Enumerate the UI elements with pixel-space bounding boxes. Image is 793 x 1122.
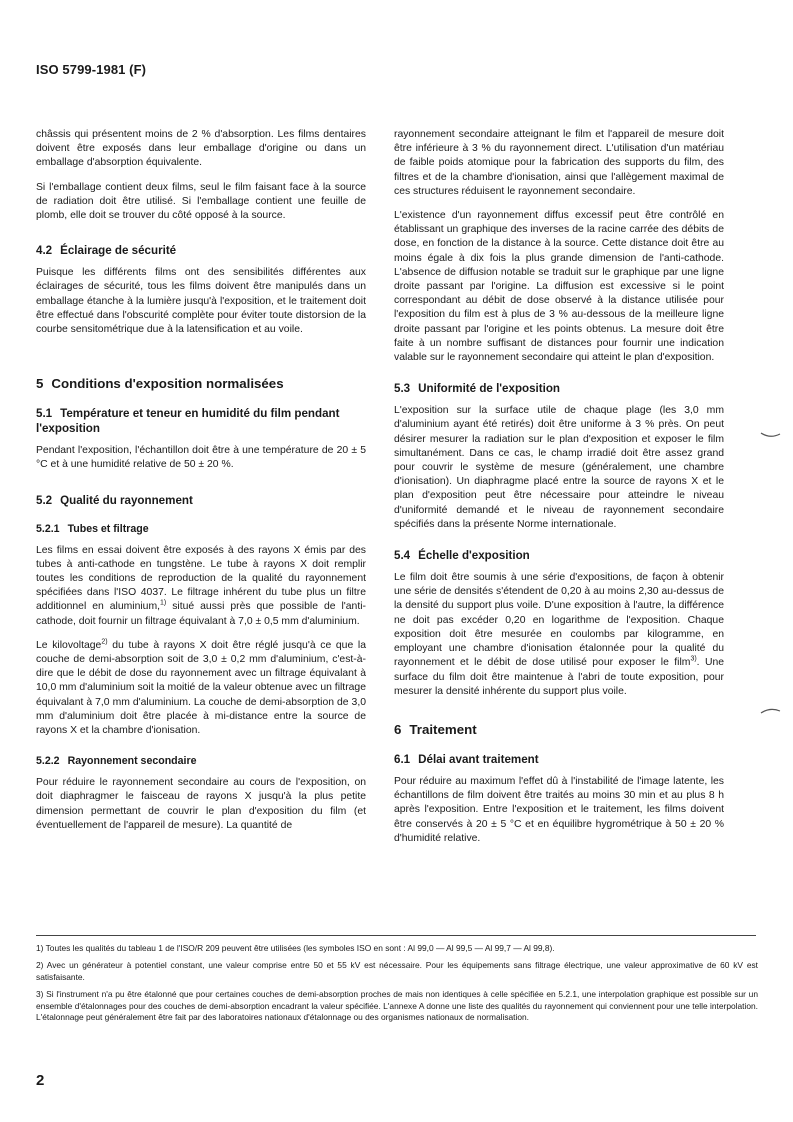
left-column xyxy=(36,128,366,843)
section-title: Qualité du rayonnement xyxy=(60,493,193,507)
section-number: 4.2 xyxy=(36,244,53,258)
section-number: 5.4 xyxy=(394,549,411,563)
document-header: ISO 5799-1981 (F) xyxy=(36,62,147,77)
section-heading-6 xyxy=(394,721,724,738)
section-title: Éclairage de sécurité xyxy=(60,244,177,258)
section-heading-5 xyxy=(36,375,366,392)
paragraph: Si l'emballage contient deux films, seul le film faisant face à la source de radiation doit être utilisé. Si l'emballage contient une feuille de plomb, elle doit se trouver du côté opposé à la source. xyxy=(36,181,366,222)
footnote-divider xyxy=(36,935,756,936)
section-number: 5.2.2 xyxy=(36,755,60,768)
paragraph xyxy=(394,571,724,699)
footnote-2: 2) Avec un générateur à potentiel constant, une valeur comprise entre 50 et 55 kV est nécessaire. Pour les équipements sans filtrage électrique, une valeur approximative de 60 kV est satisfaisante. xyxy=(36,960,758,982)
section-number: 6 xyxy=(394,721,402,737)
footnote-ref: 1) xyxy=(160,599,167,607)
text-run: . Une surface du film doit être maintenue à l'abri de toute exposition, pour mesurer la densité inhérente du support plus voile. xyxy=(394,657,725,697)
paragraph: rayonnement secondaire atteignant le film et l'appareil de mesure doit être inférieure à 3 % du rayonnement direct. L'utilisation d'un matériau de faible poids atomique pour la fabrication des supports du film, des filtres et de la chambre d'ionisation, ainsi que l'allègement maximal de ces structures réduisent le rayonnement secondaire. xyxy=(394,129,724,197)
footnote-ref: 3) xyxy=(690,655,697,663)
scan-margin-mark xyxy=(760,430,782,440)
section-number: 5.1 xyxy=(36,407,53,421)
section-title: Rayonnement secondaire xyxy=(67,755,197,768)
paragraph xyxy=(36,544,366,629)
section-heading-5-2-2 xyxy=(36,754,366,768)
section-number: 5.2 xyxy=(36,493,53,507)
paragraph: Puisque les différents films ont des sensibilités différentes aux éclairages de sécurité, tous les films doivent être manipulés dans un emballage étanche à la lumière jusqu'à l'exposition, et le traitement doit être effectué dans l'obscurité complète pour éviter toute distorsion de la courbe sensitométrique due à la latensification et au voile. xyxy=(36,267,366,336)
text-run: Les films en essai doivent être exposés à des rayons X émis par des tubes à anti-cathode en tungstène. Le tube à rayons X doit remplir toutes les conditions de reproduction de la qualité du rayonnement spécifiées dans l'ISO 4037. Le filtrage inhérent du tube plus un filtre additionnel en aluminium, xyxy=(36,544,366,613)
footnote-3: 3) Si l'instrument n'a pu être étalonné que pour certaines couches de demi-absorption proches de mais non identiques à celle spécifiée en 5.2.1, une interpolation graphique est possible sur un ensemble d'étalonnages pour des couches de demi-absorption encadrant la valeur spécifiée. L'annexe A donne une liste des qualités du rayonnement qui conviennent pour une telle interpolation. L'étalonnage peut généralement être fait par des laboratoires nationaux d'étalonnage ou des organismes nationaux de normalisation. xyxy=(36,989,758,1023)
section-title: Traitement xyxy=(409,721,477,737)
section-heading-5-4 xyxy=(394,548,724,563)
section-number: 5.3 xyxy=(394,382,411,396)
paragraph: Pendant l'exposition, l'échantillon doit être à une température de 20 ± 5 °C et à une humidité relative de 50 ± 20 %. xyxy=(36,445,366,471)
footnote-ref: 2) xyxy=(101,638,108,646)
section-heading-5-1 xyxy=(36,406,366,436)
section-number: 5 xyxy=(36,376,44,392)
section-title: Uniformité de l'exposition xyxy=(418,382,561,396)
page-number: 2 xyxy=(36,1072,45,1089)
paragraph: châssis qui présentent moins de 2 % d'absorption. Les films dentaires doivent être exposés dans leur emballage d'origine ou dans un emballage d'absorption équivalente. xyxy=(36,129,366,169)
section-title: Tubes et filtrage xyxy=(67,522,149,535)
section-heading-5-3 xyxy=(394,381,724,396)
text-run: situé aussi près que possible de l'anti-cathode, doit fournir un filtrage équivalant à 7,0 ± 0,5 mm d'aluminium. xyxy=(36,601,366,627)
section-heading-4-2 xyxy=(36,243,366,258)
section-title: Conditions d'exposition normalisées xyxy=(51,376,284,392)
section-title: Délai avant traitement xyxy=(418,752,539,766)
text-run: Le film doit être soumis à une série d'expositions, de façon à obtenir une série de densités s'étendent de 0,20 à au moins 2,30 au-dessus de la densité du support plus voile. D'une exposition à l'autre, la différence ne doit pas excéder 0,20 en logarithme de l'exposition. Chaque exposition doit être mesurée en coulombs par kilogramme, en employant une chambre d'ionisation étalonnée pour la qualité du rayonnement et le débit de dose utilisé pour exposer le film xyxy=(394,572,724,669)
section-number: 6.1 xyxy=(394,752,411,766)
right-column xyxy=(394,128,724,856)
paragraph: Pour réduire le rayonnement secondaire au cours de l'exposition, on doit diaphragmer le faisceau de rayons X jusqu'à la plus petite dimension permettant de couvrir le plan d'exposition du film (et éventuellement de l'appareil de mesure). La quantité de xyxy=(36,777,366,831)
footnote-1: 1) Toutes les qualités du tableau 1 de l'ISO/R 209 peuvent être utilisées (les symboles ISO en sont : Al 99,0 — Al 99,5 — Al 99,7 — Al 99,8). xyxy=(36,943,555,953)
section-title: Température et teneur en humidité du film pendant l'exposition xyxy=(36,407,340,436)
section-heading-5-2-1 xyxy=(36,522,366,536)
section-number: 5.2.1 xyxy=(36,522,60,535)
paragraph: Pour réduire au maximum l'effet dû à l'instabilité de l'image latente, les échantillons de film doivent être traités au moins 30 min et au plus 8 h après l'exposition. Entre l'exposition et le traitement, les films doivent être conservés à 20 ± 5 °C et en équilibre hygrométrique à 50 ± 20 % d'humidité relative. xyxy=(394,775,724,844)
scan-margin-mark xyxy=(760,706,782,716)
paragraph: L'existence d'un rayonnement diffus excessif peut être contrôlé en établissant un graphique des inverses de la racine carrée des débits de dose, en fonction de la distance à la source. Cette distance doit être au moins égale à dix fois la plus grande dimension de l'anti-cathode. L'absence de diffusion notable se traduit sur le graphique par une ligne droite passant par l'origine. La diffusion est excessive si le point correspondant au débit de dose observé à la distance utilisée pour l'exposition du film est à plus de 3 % au-dessous de la meilleure ligne droite passant par l'origine et les points obtenus. La mesure doit être faite à un nombre suffisant de distances pour fournir une indication valable sur le rayonnement secondaire qui atteint le plan d'exposition. xyxy=(394,210,724,364)
text-run: Le kilovoltage xyxy=(36,639,102,651)
section-title: Échelle d'exposition xyxy=(418,549,530,563)
footnotes xyxy=(36,943,758,1029)
section-heading-6-1 xyxy=(394,752,724,767)
text-run: du tube à rayons X doit être réglé jusqu'à ce que la couche de demi-absorption soit de 3,0 ± 0,2 mm d'aluminium, c'est-à-dire que le débit de dose du rayonnement avec un filtrage équivalant à 10,0 mm d'aluminium soit la moitié de la valeur obtenue avec un filtrage équivalant à 7,0 mm d'aluminium. La couche de demi-absorption de 3,0 mm d'aluminium doit être placée à mi-distance entre la source de rayons X et la chambre d'ionisation. xyxy=(36,639,366,737)
paragraph: L'exposition sur la surface utile de chaque plage (les 3,0 mm d'aluminium ayant été retirés) doit être uniforme à 3 % près. On peut désirer mesurer la radiation sur le plan d'exposition et exposer le film simultanément. Dans ce cas, le champ irradié doit être assez grand pour couvrir le système de mesure (généralement, une chambre d'ionisation). Un diaphragme placé entre la source de rayons X et le plan d'exposition peut être nécessaire pour atteindre le niveau d'uniformité demandé et le niveau de rayonnement secondaire spécifiés dans la présente Norme internationale. xyxy=(394,405,724,530)
section-heading-5-2 xyxy=(36,493,366,508)
paragraph xyxy=(36,639,366,738)
